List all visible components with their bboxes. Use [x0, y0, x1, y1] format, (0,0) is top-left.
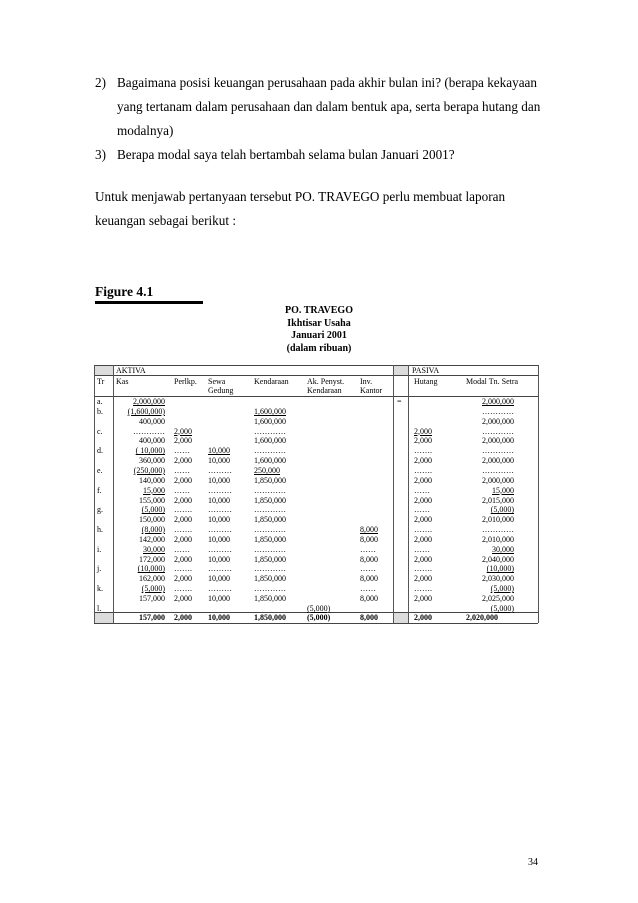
row-kendaraan: 250,000: [254, 465, 280, 475]
row-akpenyst: (5,000): [307, 603, 331, 613]
row-sewa: 10,000: [208, 534, 230, 544]
row-hutang: …….: [414, 584, 432, 594]
vline-aktiva-end: [393, 365, 394, 623]
table-title: [0, 305, 638, 355]
row-modal: 2,000,000: [482, 475, 514, 485]
row-kas: 400,000: [139, 436, 165, 446]
row-modal: 2,040,000: [482, 554, 514, 564]
row-hutang: ……: [414, 505, 430, 515]
row-modal: (5,000): [490, 505, 514, 515]
row-kas: 360,000: [139, 456, 165, 466]
row-modal: (5,000): [490, 584, 514, 594]
shade-header-divider: [393, 365, 408, 375]
row-perlkp: 2,000: [174, 426, 192, 436]
row-kendaraan: 1,850,000: [254, 594, 286, 603]
row-tr: g.: [97, 505, 103, 515]
total-kendaraan: 1,850,000: [254, 613, 286, 622]
row-sewa: ………: [208, 485, 232, 495]
question-2-line-2: yang tertanam dalam perusahaan dan dalam bentuk apa, serta berapa hutang dan: [117, 99, 541, 114]
vline-pasiva-start: [408, 365, 409, 623]
figure-rule: [95, 301, 203, 304]
row-perlkp: 2,000: [174, 574, 192, 584]
row-perlkp: ……: [174, 544, 190, 554]
row-perlkp: ……: [174, 465, 190, 475]
row-hutang: 2,000: [414, 456, 432, 466]
row-sewa: ………: [208, 505, 232, 515]
total-hutang: 2,000: [414, 613, 432, 622]
row-inv: ……: [360, 544, 376, 554]
row-modal: 2,010,000: [482, 534, 514, 544]
col-header-kas: Kas: [116, 377, 129, 386]
row-perlkp: 2,000: [174, 495, 192, 505]
row-perlkp: 2,000: [174, 515, 192, 525]
intro-line-2: keuangan sebagai berikut :: [95, 213, 236, 228]
row-hutang: …….: [414, 525, 432, 535]
vline-right: [538, 365, 539, 623]
table-top-border: [94, 365, 538, 366]
row-kendaraan: …………: [254, 426, 286, 436]
col-header-inv-2: Kantor: [360, 386, 383, 395]
row-sewa: 10,000: [208, 574, 230, 584]
equals-sign: =: [397, 397, 402, 406]
row-tr: e.: [97, 465, 103, 475]
group-header-pasiva: PASIVA: [412, 366, 440, 375]
row-sewa: 10,000: [208, 495, 230, 505]
row-tr: h.: [97, 525, 103, 535]
row-inv: 8,000: [360, 594, 378, 603]
row-hutang: 2,000: [414, 554, 432, 564]
row-perlkp: 2,000: [174, 475, 192, 485]
row-kas: 157,000: [139, 594, 165, 603]
row-modal: 2,000,000: [482, 397, 514, 406]
row-sewa: ………: [208, 564, 232, 574]
row-kendaraan: 1,850,000: [254, 554, 286, 564]
row-kendaraan: …………: [254, 584, 286, 594]
row-sewa: ………: [208, 525, 232, 535]
row-tr: a.: [97, 397, 103, 406]
row-kas: 400,000: [139, 416, 165, 426]
row-kas: 150,000: [139, 515, 165, 525]
row-modal: 2,030,000: [482, 574, 514, 584]
row-sewa: ………: [208, 584, 232, 594]
row-kas: 142,000: [139, 534, 165, 544]
row-tr: i.: [97, 544, 102, 554]
row-kendaraan: 1,600,000: [254, 436, 286, 446]
row-modal: 2,000,000: [482, 436, 514, 446]
question-3-number: 3): [95, 147, 106, 162]
row-kendaraan: 1,850,000: [254, 495, 286, 505]
row-hutang: …….: [414, 465, 432, 475]
row-kas: 30,000: [143, 544, 165, 554]
row-perlkp: 2,000: [174, 594, 192, 603]
row-hutang: 2,000: [414, 426, 432, 436]
row-hutang: 2,000: [414, 495, 432, 505]
row-modal: (5,000): [490, 603, 514, 613]
row-modal: (10,000): [486, 564, 514, 574]
group-header-aktiva: AKTIVA: [116, 366, 146, 375]
col-header-akpenyst-1: Ak. Penyst.: [307, 377, 345, 386]
row-kas: (10,000): [137, 564, 165, 574]
row-modal: …………: [482, 465, 514, 475]
ledger-table: [94, 365, 538, 623]
row-kendaraan: 1,850,000: [254, 534, 286, 544]
table-title-subtitle: Ikhtisar Usaha: [287, 317, 351, 329]
row-kas: (8,000): [141, 525, 165, 535]
row-tr: k.: [97, 584, 103, 594]
table-group-border: [94, 375, 538, 376]
figure-label: Figure 4.1: [95, 284, 154, 299]
row-tr: f.: [97, 485, 102, 495]
row-hutang: 2,000: [414, 475, 432, 485]
total-inv: 8,000: [360, 613, 378, 622]
row-kas: (1,600,000): [127, 406, 165, 416]
col-header-akpenyst-2: Kendaraan: [307, 386, 342, 395]
col-header-perlkp: Perlkp.: [174, 377, 197, 386]
row-kendaraan: 1,600,000: [254, 416, 286, 426]
row-hutang: …….: [414, 564, 432, 574]
row-perlkp: 2,000: [174, 534, 192, 544]
row-perlkp: 2,000: [174, 456, 192, 466]
row-modal: 2,025,000: [482, 594, 514, 603]
row-perlkp: …….: [174, 564, 192, 574]
row-tr: c.: [97, 426, 103, 436]
row-sewa: 10,000: [208, 456, 230, 466]
row-kas: 162,000: [139, 574, 165, 584]
row-kendaraan: 1,600,000: [254, 406, 286, 416]
col-header-modal: Modal Tn. Setra: [466, 377, 519, 386]
row-modal: 15,000: [492, 485, 514, 495]
row-hutang: 2,000: [414, 534, 432, 544]
col-header-hutang: Hutang: [414, 377, 438, 386]
row-sewa: 10,000: [208, 446, 230, 456]
question-2-line-1: Bagaimana posisi keuangan perusahaan pada akhir bulan ini? (berapa kekayaan: [117, 75, 537, 90]
row-perlkp: ……: [174, 485, 190, 495]
row-sewa: 10,000: [208, 475, 230, 485]
row-inv: ……: [360, 584, 376, 594]
row-hutang: 2,000: [414, 594, 432, 603]
question-2-line-3: modalnya): [117, 123, 174, 138]
row-sewa: 10,000: [208, 594, 230, 603]
total-kas: 157,000: [139, 613, 165, 622]
row-kendaraan: …………: [254, 525, 286, 535]
table-title-period: Januari 2001: [291, 330, 347, 341]
col-header-inv-1: Inv.: [360, 377, 373, 386]
question-2-number: 2): [95, 75, 106, 90]
row-modal: 2,015,000: [482, 495, 514, 505]
col-header-sewa-2: Gedung: [208, 386, 234, 395]
row-kendaraan: 1,850,000: [254, 475, 286, 485]
row-modal: …………: [482, 525, 514, 535]
row-kas: (5,000): [141, 505, 165, 515]
row-perlkp: 2,000: [174, 436, 192, 446]
row-perlkp: 2,000: [174, 554, 192, 564]
row-kendaraan: 1,850,000: [254, 515, 286, 525]
total-modal: 2,020,000: [466, 613, 498, 622]
row-kendaraan: 1,850,000: [254, 574, 286, 584]
table-title-company: PO. TRAVEGO: [285, 305, 353, 316]
row-modal: 2,010,000: [482, 515, 514, 525]
row-modal: 2,000,000: [482, 456, 514, 466]
total-akpenyst: (5,000): [307, 613, 331, 622]
row-inv: 8,000: [360, 554, 378, 564]
row-kendaraan: …………: [254, 446, 286, 456]
row-kas: …………: [133, 426, 165, 436]
page-number: 34: [528, 857, 538, 868]
row-modal: 30,000: [492, 544, 514, 554]
col-header-kendaraan: Kendaraan: [254, 377, 289, 386]
row-inv: 8,000: [360, 574, 378, 584]
row-kas: 2,000,000: [133, 397, 165, 406]
row-tr: d.: [97, 446, 103, 456]
row-inv: ……: [360, 564, 376, 574]
row-sewa: 10,000: [208, 554, 230, 564]
row-hutang: ……: [414, 485, 430, 495]
row-kas: 172,000: [139, 554, 165, 564]
row-modal: …………: [482, 406, 514, 416]
row-kas: (5,000): [141, 584, 165, 594]
total-sewa: 10,000: [208, 613, 230, 622]
row-inv: 8,000: [360, 534, 378, 544]
shade-total-divider: [393, 612, 408, 623]
row-sewa: ………: [208, 465, 232, 475]
row-kas: 15,000: [143, 485, 165, 495]
col-header-sewa-1: Sewa: [208, 377, 226, 386]
row-modal: 2,000,000: [482, 416, 514, 426]
table-bottom-border: [94, 623, 538, 624]
row-tr: b.: [97, 406, 103, 416]
question-3-line-1: Berapa modal saya telah bertambah selama bulan Januari 2001?: [117, 147, 455, 162]
row-perlkp: …….: [174, 525, 192, 535]
row-kendaraan: …………: [254, 544, 286, 554]
row-tr: l.: [97, 603, 102, 613]
row-sewa: 10,000: [208, 515, 230, 525]
vline-left: [94, 365, 95, 623]
row-perlkp: …….: [174, 505, 192, 515]
row-hutang: …….: [414, 446, 432, 456]
table-title-unit: (dalam ribuan): [286, 342, 352, 354]
row-kendaraan: …………: [254, 505, 286, 515]
row-hutang: 2,000: [414, 574, 432, 584]
row-inv: 8,000: [360, 525, 378, 535]
row-kas: 155,000: [139, 495, 165, 505]
row-perlkp: ……: [174, 446, 190, 456]
row-kas: (250,000): [133, 465, 165, 475]
row-kendaraan: …………: [254, 564, 286, 574]
row-hutang: 2,000: [414, 436, 432, 446]
col-header-tr: Tr: [97, 377, 105, 386]
row-tr: j.: [97, 564, 102, 574]
row-modal: …………: [482, 446, 514, 456]
row-kendaraan: …………: [254, 485, 286, 495]
shade-header-tr: [94, 365, 113, 375]
total-perlkp: 2,000: [174, 613, 192, 622]
row-kendaraan: 1,600,000: [254, 456, 286, 466]
row-sewa: ………: [208, 544, 232, 554]
row-perlkp: …….: [174, 584, 192, 594]
row-hutang: ……: [414, 544, 430, 554]
row-kas: ( 10,000): [135, 446, 165, 456]
row-modal: …………: [482, 426, 514, 436]
intro-line-1: Untuk menjawab pertanyaan tersebut PO. TRAVEGO perlu membuat laporan: [95, 189, 506, 204]
row-kas: 140,000: [139, 475, 165, 485]
row-hutang: 2,000: [414, 515, 432, 525]
